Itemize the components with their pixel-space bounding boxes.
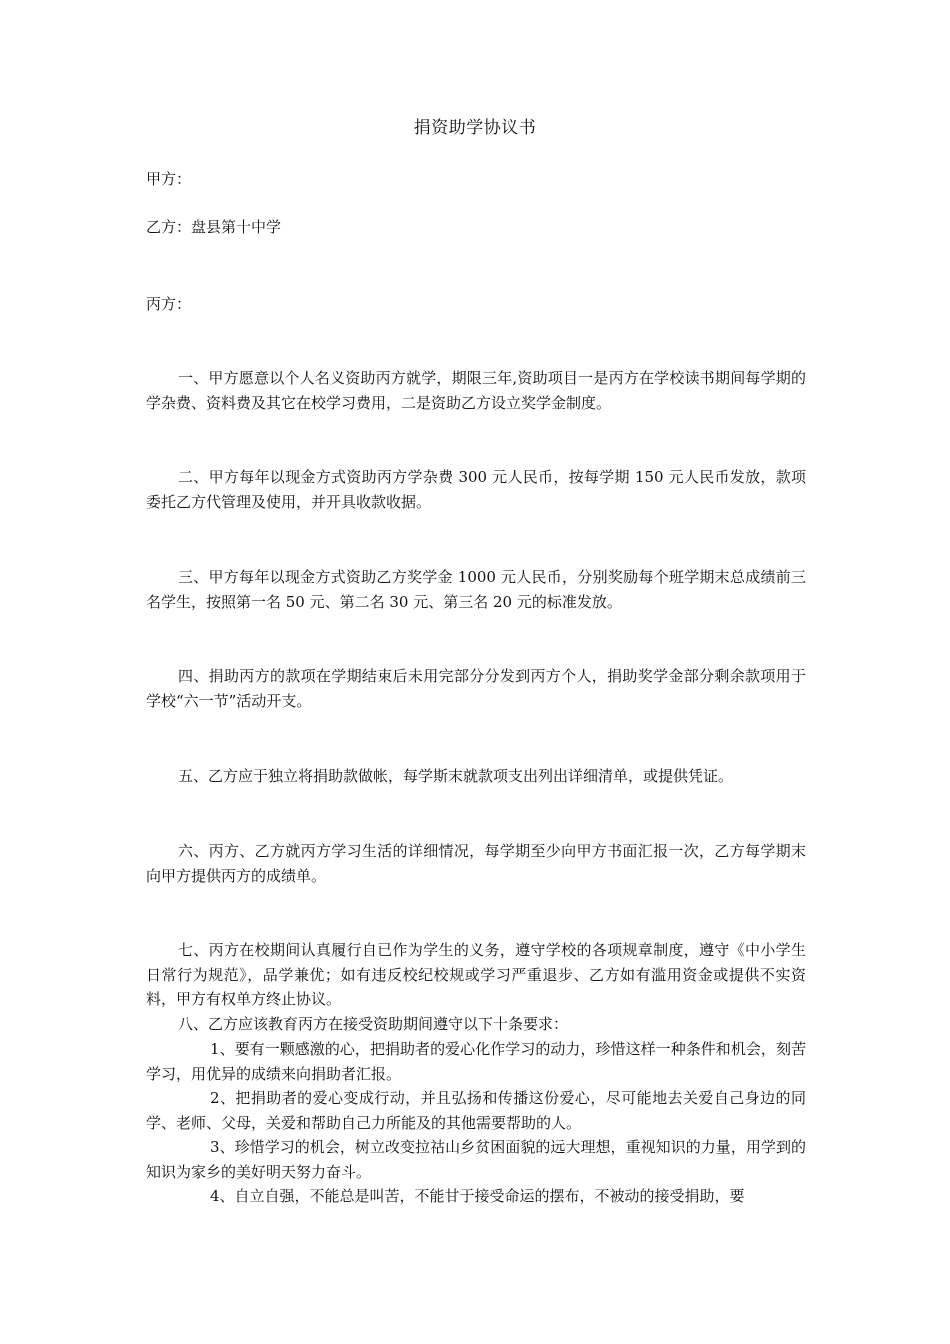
requirement-4: 4、自立自强，不能总是叫苦，不能甘于接受命运的摆布，不被动的接受捐助，要 [210,1187,745,1205]
clause-6: 六、丙方、乙方就丙方学习生活的详细情况，每学期至少向甲方书面汇报一次，乙方每学期末向甲方提供丙方的成绩单。 [146,842,806,885]
clause-1: 一、甲方愿意以个人名义资助丙方就学，期限三年,资助项目一是丙方在学校读书期间每学期的学杂费、资料费及其它在校学习费用，二是资助乙方设立奖学金制度。 [146,369,806,412]
clause-3: 三、甲方每年以现金方式资助乙方奖学金 1000 元人民币，分别奖励每个班学期末总成绩前三名学生，按照第一名 50 元、第二名 30 元、第三名 20 元的标准发放。 [146,568,806,611]
clause-7: 七、丙方在校期间认真履行自已作为学生的义务，遵守学校的各项规章制度，遵守《中小学生日常行为规范》，品学兼优；如有违反校纪校规或学习严重退步、乙方如有滥用资金或提供不实资料，甲方有权单方终止协议。 [146,941,806,1008]
requirement-3: 3、珍惜学习的机会，树立改变拉祜山乡贫困面貌的远大理想，重视知识的力量，用学到的知识为家乡的美好明天努力奋斗。 [146,1138,806,1181]
party-c-line: 丙方： [146,295,192,313]
clause-4: 四、捐助丙方的款项在学期结束后未用完部分分发到丙方个人，捐助奖学金部分剩余款项用于学校“六一节”活动开支。 [146,667,806,710]
clause-8: 八、乙方应该教育丙方在接受资助期间遵守以下十条要求： [178,1015,569,1033]
requirement-1: 1、要有一颗感激的心，把捐助者的爱心化作学习的动力，珍惜这样一种条件和机会，刻苦学习，用优异的成绩来向捐助者汇报。 [146,1040,806,1083]
document-title: 捐资助学协议书 [413,118,537,138]
clause-5: 五、乙方应于独立将捐助款做帐，每学斯末就款项支出列出详细清单，或提供凭证。 [178,767,734,785]
party-b-line: 乙方：盘县第十中学 [146,218,282,236]
clause-2: 二、甲方每年以现金方式资助丙方学杂费 300 元人民币，按每学期 150 元人民币发放，款项委托乙方代管理及使用，并开具收款收据。 [146,468,806,511]
requirement-2: 2、把捐助者的爱心变成行动，并且弘扬和传播这份爱心，尽可能地去关爱自己身边的同学、老师、父母，关爱和帮助自己力所能及的其他需要帮助的人。 [146,1089,806,1132]
party-a-line: 甲方： [146,170,192,188]
